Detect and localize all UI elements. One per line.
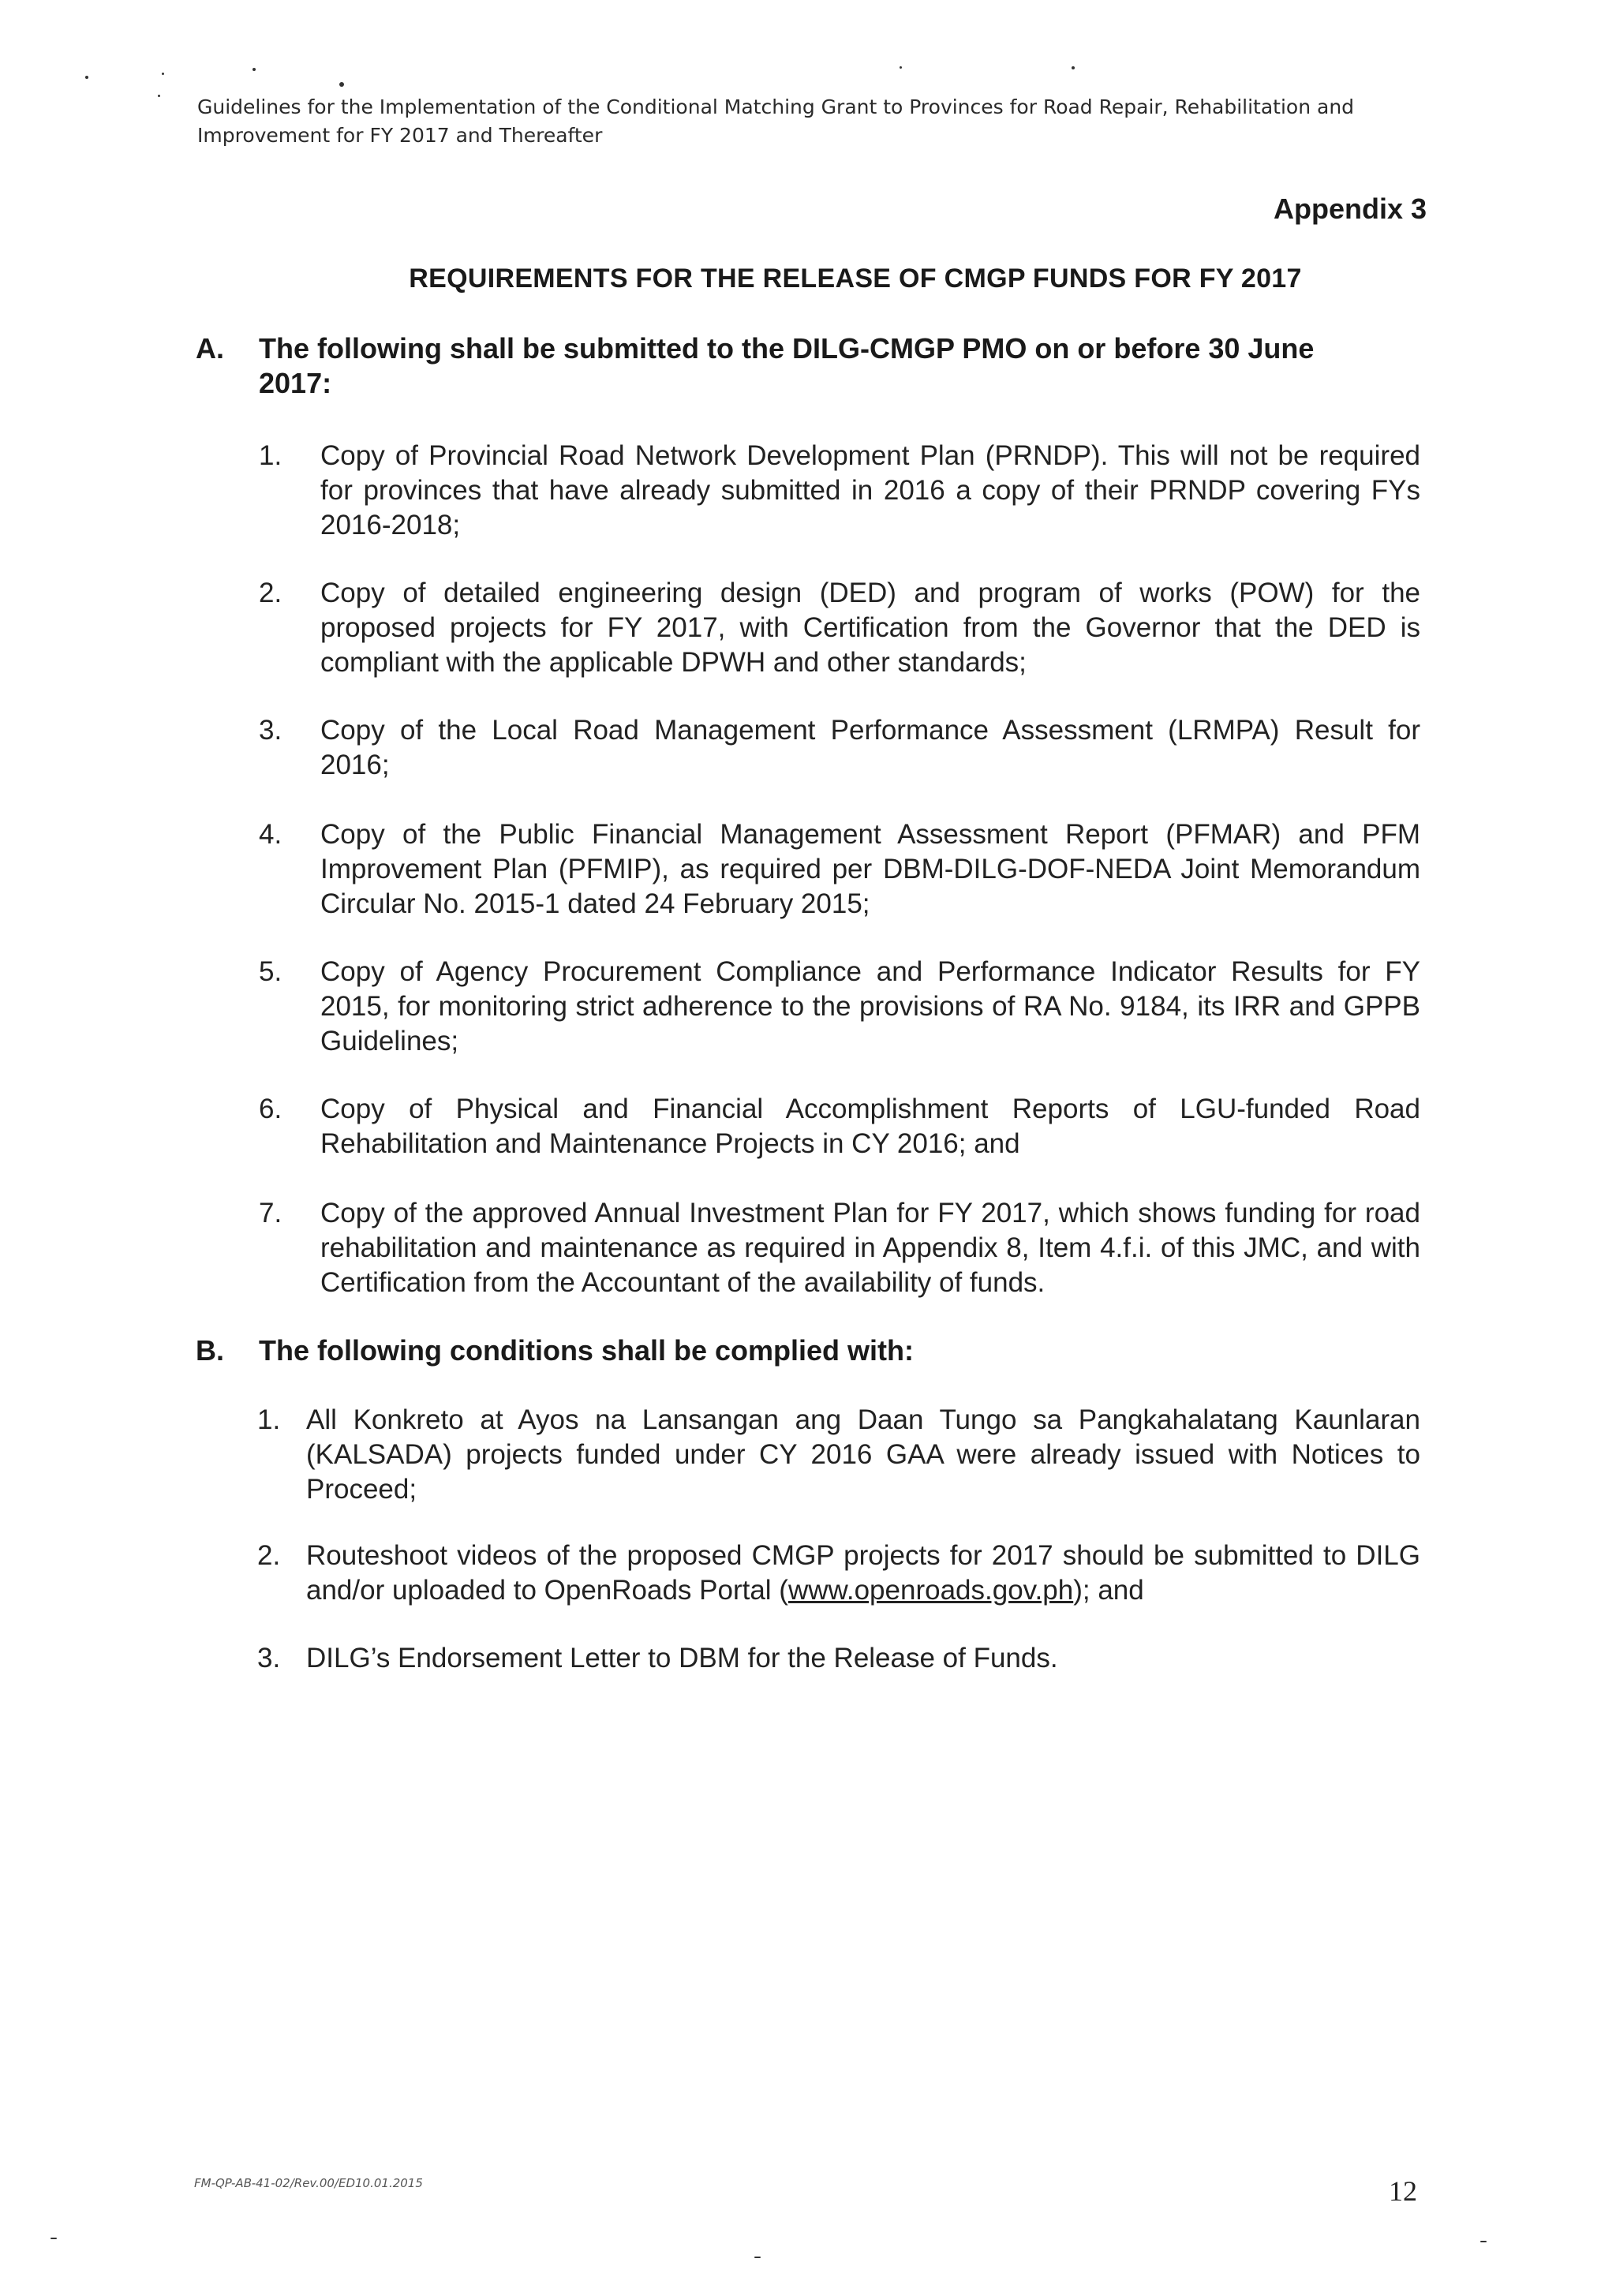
scan-speck [85,76,88,79]
list-item-text: Copy of the Public Financial Management Assessment Report (PFMAR) and PFM Improvement Plan (PFMIP), as required per DBM-DILG-DOF-NEDA Joint Memorandum Circular No. 2015-1 dated 24 February 2015; [320,819,1420,919]
appendix-label: Appendix 3 [1273,193,1427,225]
list-item-text: DILG’s Endorsement Letter to DBM for the Release of Funds. [306,1643,1058,1673]
list-item [259,1092,1420,1161]
section-a-heading [196,331,1427,401]
scan-speck [339,82,344,87]
list-item-text [306,1539,1420,1608]
list-item-number: 3. [259,715,282,746]
list-item [257,1403,1420,1507]
scan-speck [158,95,160,97]
list-item-text: Copy of Provincial Road Network Development Plan (PRNDP). This will not be required for provinces that have already submitted in 2016 a copy of their PRNDP covering FYs 2016-2018; [320,440,1420,540]
list-item-number: 2. [257,1540,281,1571]
list-item-number: 7. [259,1198,282,1228]
openroads-link[interactable]: www.openroads.gov.ph [787,1575,1074,1606]
list-item [259,713,1420,783]
list-item [259,955,1420,1059]
scan-speck [162,73,164,75]
list-item-number: 1. [259,440,282,471]
list-item-number: 6. [259,1094,282,1124]
page-number: 12 [1389,2175,1417,2207]
scan-speck [900,66,902,69]
list-item-number: 1. [257,1404,281,1435]
list-item-number: 5. [259,956,282,987]
list-item-text: Copy of the approved Annual Investment Plan for FY 2017, which shows funding for road rehabilitation and maintenance as required in Appendix 8, Item 4.f.i. of this JMC, and with Certification from the Accountant of the availability of funds. [320,1198,1420,1298]
form-code: FM-QP-AB-41-02/Rev.00/ED10.01.2015 [194,2176,423,2190]
list-item-text: Copy of Physical and Financial Accomplishment Reports of LGU-funded Road Rehabilitation and Maintenance Projects in CY 2016; and [320,1094,1420,1159]
list-item-number: 2. [259,578,282,608]
list-item [259,576,1420,680]
list-item [259,1196,1420,1300]
scan-speck [754,2257,761,2258]
list-item [259,817,1420,922]
document-title: REQUIREMENTS FOR THE RELEASE OF CMGP FUNDS FOR FY 2017 [409,264,1302,294]
scan-speck [1072,66,1075,69]
list-item-text-after-link: ); and [1073,1575,1144,1606]
section-b-heading [196,1333,1427,1368]
section-a-heading-text: The following shall be submitted to the DILG-CMGP PMO on or before 30 June 2017: [259,332,1315,399]
scan-speck [252,68,256,71]
list-item-number: 3. [257,1643,281,1673]
section-a-letter: A. [196,332,224,365]
list-item-text: Copy of Agency Procurement Compliance and Performance Indicator Results for FY 2015, for monitoring strict adherence to the provisions of RA No. 9184, its IRR and GPPB Guidelines; [320,956,1420,1056]
scan-speck [1480,2241,1487,2242]
section-b-letter: B. [196,1334,224,1367]
running-header: Guidelines for the Implementation of the Conditional Matching Grant to Provinces for Road Repair, Rehabilitation and Improvement for FY 2017 and Thereafter [197,95,1355,147]
list-item [259,439,1420,543]
section-b-heading-text: The following conditions shall be complied with: [259,1334,915,1367]
scan-speck [50,2238,57,2239]
list-item-text: Copy of detailed engineering design (DED) and program of works (POW) for the proposed projects for FY 2017, with Certification from the Governor that the DED is compliant with the applicable DPWH and other standards; [320,578,1420,678]
list-item-number: 4. [259,819,282,850]
list-item [257,1641,1420,1676]
list-item-text: All Konkreto at Ayos na Lansangan ang Daan Tungo sa Pangkahalatang Kaunlaran (KALSADA) projects funded under CY 2016 GAA were already issued with Notices to Proceed; [306,1404,1420,1505]
list-item-text: Copy of the Local Road Management Performance Assessment (LRMPA) Result for 2016; [320,715,1420,780]
list-item [257,1539,1420,1608]
list-item-text-before-link: Routeshoot videos of the proposed CMGP projects for 2017 should be submitted to DILG and/or uploaded to OpenRoads Portal ( [306,1540,1420,1606]
